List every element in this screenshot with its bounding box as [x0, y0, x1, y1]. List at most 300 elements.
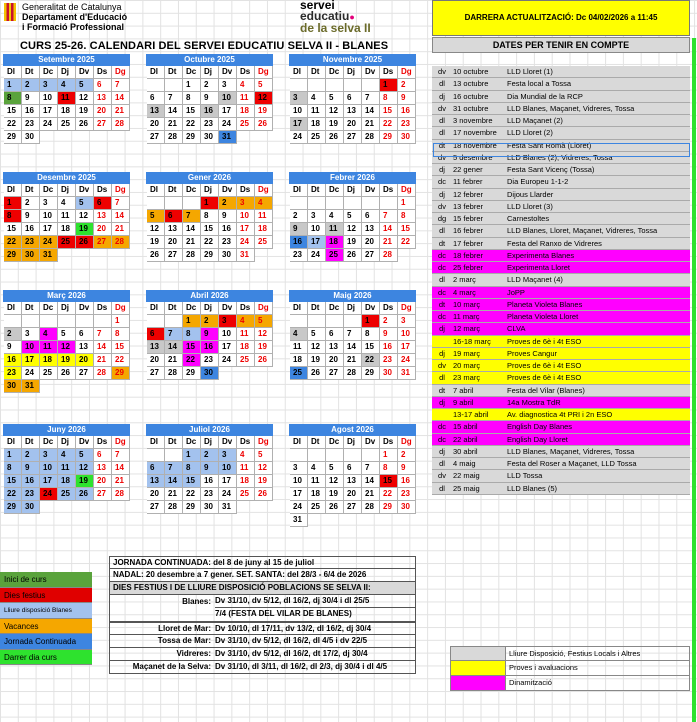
- day-cell[interactable]: 14: [362, 475, 380, 488]
- day-cell[interactable]: 11: [308, 105, 326, 118]
- day-cell[interactable]: 12: [255, 328, 273, 341]
- day-cell[interactable]: 17: [290, 488, 308, 501]
- day-cell[interactable]: 6: [147, 92, 165, 105]
- day-cell[interactable]: 6: [94, 79, 112, 92]
- day-cell[interactable]: 4: [58, 79, 76, 92]
- day-cell[interactable]: 27: [147, 501, 165, 514]
- day-cell[interactable]: 26: [326, 131, 344, 144]
- day-cell[interactable]: 3: [22, 328, 40, 341]
- day-cell[interactable]: 11: [58, 210, 76, 223]
- day-cell[interactable]: 10: [219, 328, 237, 341]
- day-cell[interactable]: 16: [4, 354, 22, 367]
- day-cell[interactable]: 29: [183, 131, 201, 144]
- day-cell[interactable]: 20: [94, 223, 112, 236]
- day-cell[interactable]: 5: [255, 315, 273, 328]
- day-cell[interactable]: 18: [58, 105, 76, 118]
- event-row[interactable]: [432, 287, 690, 299]
- day-cell[interactable]: 16: [201, 475, 219, 488]
- day-cell[interactable]: 24: [237, 236, 255, 249]
- day-cell[interactable]: 15: [201, 223, 219, 236]
- day-cell[interactable]: 10: [22, 341, 40, 354]
- day-cell[interactable]: 1: [4, 197, 22, 210]
- day-cell[interactable]: 11: [255, 210, 273, 223]
- day-cell[interactable]: 24: [290, 501, 308, 514]
- day-cell[interactable]: 26: [255, 118, 273, 131]
- day-cell[interactable]: 27: [94, 236, 112, 249]
- day-cell[interactable]: 1: [112, 315, 130, 328]
- day-cell[interactable]: 26: [344, 249, 362, 262]
- day-cell[interactable]: 12: [326, 475, 344, 488]
- day-cell[interactable]: 5: [76, 449, 94, 462]
- day-cell[interactable]: 22: [183, 488, 201, 501]
- day-cell[interactable]: 8: [380, 92, 398, 105]
- day-cell[interactable]: 17: [219, 105, 237, 118]
- day-cell[interactable]: 23: [398, 118, 416, 131]
- day-cell[interactable]: 4: [58, 449, 76, 462]
- day-cell[interactable]: 6: [344, 92, 362, 105]
- day-cell[interactable]: 27: [147, 367, 165, 380]
- day-cell[interactable]: 29: [362, 367, 380, 380]
- day-cell[interactable]: 7: [112, 197, 130, 210]
- day-cell[interactable]: 10: [290, 105, 308, 118]
- day-cell[interactable]: 10: [219, 462, 237, 475]
- day-cell[interactable]: 14: [183, 223, 201, 236]
- day-cell[interactable]: 25: [237, 488, 255, 501]
- day-cell[interactable]: 1: [398, 197, 416, 210]
- day-cell[interactable]: 2: [4, 328, 22, 341]
- day-cell[interactable]: 7: [165, 462, 183, 475]
- event-row[interactable]: [432, 213, 690, 225]
- day-cell[interactable]: 7: [112, 79, 130, 92]
- day-cell[interactable]: 1: [4, 79, 22, 92]
- day-cell[interactable]: 29: [4, 249, 22, 262]
- day-cell[interactable]: 19: [344, 236, 362, 249]
- day-cell[interactable]: 14: [344, 341, 362, 354]
- day-cell[interactable]: 1: [380, 449, 398, 462]
- day-cell[interactable]: 17: [40, 223, 58, 236]
- day-cell[interactable]: 11: [58, 462, 76, 475]
- day-cell[interactable]: 21: [165, 118, 183, 131]
- day-cell[interactable]: 28: [380, 249, 398, 262]
- day-cell[interactable]: 30: [380, 367, 398, 380]
- day-cell[interactable]: 15: [183, 341, 201, 354]
- day-cell[interactable]: 19: [255, 105, 273, 118]
- day-cell[interactable]: 26: [76, 236, 94, 249]
- day-cell[interactable]: 5: [255, 449, 273, 462]
- day-cell[interactable]: 7: [362, 462, 380, 475]
- day-cell[interactable]: 22: [183, 354, 201, 367]
- day-cell[interactable]: 12: [308, 341, 326, 354]
- day-cell[interactable]: 1: [380, 79, 398, 92]
- day-cell[interactable]: 7: [94, 328, 112, 341]
- day-cell[interactable]: 23: [22, 488, 40, 501]
- day-cell[interactable]: 18: [290, 354, 308, 367]
- day-cell[interactable]: 5: [326, 462, 344, 475]
- day-cell[interactable]: 4: [237, 79, 255, 92]
- day-cell[interactable]: 18: [58, 475, 76, 488]
- day-cell[interactable]: 28: [183, 249, 201, 262]
- day-cell[interactable]: 13: [147, 105, 165, 118]
- day-cell[interactable]: 13: [147, 341, 165, 354]
- day-cell[interactable]: 4: [308, 462, 326, 475]
- day-cell[interactable]: 15: [112, 341, 130, 354]
- day-cell[interactable]: 10: [40, 92, 58, 105]
- day-cell[interactable]: 15: [183, 105, 201, 118]
- day-cell[interactable]: 20: [344, 488, 362, 501]
- day-cell[interactable]: 6: [165, 210, 183, 223]
- day-cell[interactable]: 21: [112, 223, 130, 236]
- day-cell[interactable]: 19: [58, 354, 76, 367]
- event-row[interactable]: [432, 66, 690, 78]
- day-cell[interactable]: 8: [112, 328, 130, 341]
- day-cell[interactable]: 16: [201, 341, 219, 354]
- event-row[interactable]: [432, 397, 690, 409]
- day-cell[interactable]: 18: [58, 223, 76, 236]
- day-cell[interactable]: 17: [398, 341, 416, 354]
- day-cell[interactable]: 26: [76, 488, 94, 501]
- day-cell[interactable]: 19: [308, 354, 326, 367]
- day-cell[interactable]: 4: [308, 92, 326, 105]
- day-cell[interactable]: 17: [290, 118, 308, 131]
- day-cell[interactable]: 5: [76, 79, 94, 92]
- day-cell[interactable]: 5: [147, 210, 165, 223]
- day-cell[interactable]: 19: [255, 341, 273, 354]
- day-cell[interactable]: 27: [94, 118, 112, 131]
- day-cell[interactable]: 11: [237, 92, 255, 105]
- day-cell[interactable]: 2: [22, 449, 40, 462]
- day-cell[interactable]: 16: [22, 105, 40, 118]
- day-cell[interactable]: 1: [4, 449, 22, 462]
- event-row[interactable]: [432, 164, 690, 176]
- day-cell[interactable]: 13: [344, 105, 362, 118]
- day-cell[interactable]: 9: [398, 462, 416, 475]
- event-row[interactable]: [432, 434, 690, 446]
- day-cell[interactable]: 21: [112, 105, 130, 118]
- day-cell[interactable]: 7: [165, 328, 183, 341]
- day-cell[interactable]: 14: [94, 341, 112, 354]
- day-cell[interactable]: 29: [183, 501, 201, 514]
- day-cell[interactable]: 22: [183, 118, 201, 131]
- day-cell[interactable]: 25: [58, 118, 76, 131]
- day-cell[interactable]: 17: [219, 341, 237, 354]
- day-cell[interactable]: 22: [112, 354, 130, 367]
- day-cell[interactable]: 15: [4, 223, 22, 236]
- event-row[interactable]: [432, 311, 690, 323]
- day-cell[interactable]: 3: [237, 197, 255, 210]
- day-cell[interactable]: 16: [398, 475, 416, 488]
- day-cell[interactable]: 15: [398, 223, 416, 236]
- event-row[interactable]: [432, 274, 690, 286]
- day-cell[interactable]: 18: [308, 488, 326, 501]
- day-cell[interactable]: 3: [219, 315, 237, 328]
- day-cell[interactable]: 17: [40, 105, 58, 118]
- event-row[interactable]: [432, 140, 690, 152]
- day-cell[interactable]: 16: [290, 236, 308, 249]
- day-cell[interactable]: 1: [362, 315, 380, 328]
- day-cell[interactable]: 22: [201, 236, 219, 249]
- day-cell[interactable]: 5: [344, 210, 362, 223]
- day-cell[interactable]: 8: [4, 462, 22, 475]
- day-cell[interactable]: 7: [362, 92, 380, 105]
- day-cell[interactable]: 25: [308, 131, 326, 144]
- day-cell[interactable]: 8: [183, 462, 201, 475]
- day-cell[interactable]: 28: [362, 131, 380, 144]
- day-cell[interactable]: 18: [237, 341, 255, 354]
- day-cell[interactable]: 23: [398, 488, 416, 501]
- day-cell[interactable]: 25: [237, 354, 255, 367]
- day-cell[interactable]: 5: [326, 92, 344, 105]
- day-cell[interactable]: 9: [219, 210, 237, 223]
- day-cell[interactable]: 3: [219, 79, 237, 92]
- day-cell[interactable]: 30: [219, 249, 237, 262]
- day-cell[interactable]: 28: [94, 367, 112, 380]
- day-cell[interactable]: 8: [380, 462, 398, 475]
- day-cell[interactable]: 15: [4, 105, 22, 118]
- day-cell[interactable]: 3: [219, 449, 237, 462]
- day-cell[interactable]: 20: [344, 118, 362, 131]
- day-cell[interactable]: 21: [112, 475, 130, 488]
- day-cell[interactable]: 17: [219, 475, 237, 488]
- event-row[interactable]: [432, 103, 690, 115]
- day-cell[interactable]: 6: [94, 197, 112, 210]
- day-cell[interactable]: 29: [201, 249, 219, 262]
- day-cell[interactable]: 8: [362, 328, 380, 341]
- day-cell[interactable]: 2: [290, 210, 308, 223]
- day-cell[interactable]: 21: [183, 236, 201, 249]
- day-cell[interactable]: 12: [58, 341, 76, 354]
- day-cell[interactable]: 10: [308, 223, 326, 236]
- day-cell[interactable]: 30: [22, 501, 40, 514]
- day-cell[interactable]: 16: [22, 223, 40, 236]
- day-cell[interactable]: 6: [147, 462, 165, 475]
- day-cell[interactable]: 26: [58, 367, 76, 380]
- day-cell[interactable]: 5: [255, 79, 273, 92]
- day-cell[interactable]: 6: [147, 328, 165, 341]
- day-cell[interactable]: 6: [344, 462, 362, 475]
- day-cell[interactable]: 25: [326, 249, 344, 262]
- day-cell[interactable]: 22: [380, 118, 398, 131]
- day-cell[interactable]: 21: [362, 118, 380, 131]
- day-cell[interactable]: 24: [40, 488, 58, 501]
- day-cell[interactable]: 18: [237, 105, 255, 118]
- day-cell[interactable]: 12: [255, 92, 273, 105]
- day-cell[interactable]: 8: [183, 92, 201, 105]
- day-cell[interactable]: 9: [201, 462, 219, 475]
- day-cell[interactable]: 29: [4, 501, 22, 514]
- day-cell[interactable]: 14: [165, 105, 183, 118]
- day-cell[interactable]: 21: [380, 236, 398, 249]
- day-cell[interactable]: 11: [290, 341, 308, 354]
- day-cell[interactable]: 29: [4, 131, 22, 144]
- day-cell[interactable]: 23: [290, 249, 308, 262]
- day-cell[interactable]: 10: [398, 328, 416, 341]
- day-cell[interactable]: 31: [398, 367, 416, 380]
- day-cell[interactable]: 23: [219, 236, 237, 249]
- event-row[interactable]: [432, 262, 690, 274]
- day-cell[interactable]: 27: [326, 367, 344, 380]
- day-cell[interactable]: 16: [201, 105, 219, 118]
- day-cell[interactable]: 20: [326, 354, 344, 367]
- day-cell[interactable]: 9: [398, 92, 416, 105]
- day-cell[interactable]: 22: [4, 488, 22, 501]
- day-cell[interactable]: 10: [290, 475, 308, 488]
- day-cell[interactable]: 8: [183, 328, 201, 341]
- day-cell[interactable]: 31: [237, 249, 255, 262]
- day-cell[interactable]: 7: [344, 328, 362, 341]
- day-cell[interactable]: 9: [290, 223, 308, 236]
- day-cell[interactable]: 25: [290, 367, 308, 380]
- day-cell[interactable]: 24: [398, 354, 416, 367]
- day-cell[interactable]: 2: [22, 79, 40, 92]
- event-row[interactable]: [432, 409, 690, 421]
- day-cell[interactable]: 18: [308, 118, 326, 131]
- day-cell[interactable]: 29: [112, 367, 130, 380]
- day-cell[interactable]: 5: [58, 328, 76, 341]
- day-cell[interactable]: 18: [255, 223, 273, 236]
- day-cell[interactable]: 23: [380, 354, 398, 367]
- day-cell[interactable]: 28: [112, 118, 130, 131]
- event-row[interactable]: [432, 127, 690, 139]
- day-cell[interactable]: 15: [380, 475, 398, 488]
- day-cell[interactable]: 3: [290, 462, 308, 475]
- day-cell[interactable]: 6: [94, 449, 112, 462]
- day-cell[interactable]: 9: [22, 210, 40, 223]
- event-row[interactable]: [432, 225, 690, 237]
- day-cell[interactable]: 23: [201, 118, 219, 131]
- day-cell[interactable]: 3: [290, 92, 308, 105]
- event-row[interactable]: [432, 483, 690, 495]
- day-cell[interactable]: 17: [40, 475, 58, 488]
- day-cell[interactable]: 27: [344, 501, 362, 514]
- day-cell[interactable]: 24: [40, 236, 58, 249]
- day-cell[interactable]: 23: [201, 488, 219, 501]
- event-row[interactable]: [432, 446, 690, 458]
- event-row[interactable]: [432, 336, 690, 348]
- day-cell[interactable]: 1: [201, 197, 219, 210]
- event-row[interactable]: [432, 91, 690, 103]
- day-cell[interactable]: 30: [22, 249, 40, 262]
- day-cell[interactable]: 21: [344, 354, 362, 367]
- day-cell[interactable]: 28: [165, 367, 183, 380]
- day-cell[interactable]: 23: [4, 367, 22, 380]
- day-cell[interactable]: 20: [94, 475, 112, 488]
- day-cell[interactable]: 13: [344, 475, 362, 488]
- day-cell[interactable]: 3: [40, 449, 58, 462]
- event-row[interactable]: [432, 78, 690, 90]
- day-cell[interactable]: 9: [201, 328, 219, 341]
- day-cell[interactable]: 22: [4, 236, 22, 249]
- event-row[interactable]: [432, 372, 690, 384]
- day-cell[interactable]: 4: [58, 197, 76, 210]
- day-cell[interactable]: 10: [40, 210, 58, 223]
- day-cell[interactable]: 20: [147, 354, 165, 367]
- day-cell[interactable]: 4: [40, 328, 58, 341]
- day-cell[interactable]: 19: [326, 118, 344, 131]
- day-cell[interactable]: 12: [76, 210, 94, 223]
- day-cell[interactable]: 5: [76, 197, 94, 210]
- day-cell[interactable]: 25: [255, 236, 273, 249]
- day-cell[interactable]: 13: [94, 92, 112, 105]
- event-row[interactable]: [432, 458, 690, 470]
- event-row[interactable]: [432, 152, 690, 164]
- day-cell[interactable]: 31: [22, 380, 40, 393]
- day-cell[interactable]: 12: [147, 223, 165, 236]
- day-cell[interactable]: 7: [380, 210, 398, 223]
- day-cell[interactable]: 17: [22, 354, 40, 367]
- day-cell[interactable]: 3: [398, 315, 416, 328]
- day-cell[interactable]: 19: [255, 475, 273, 488]
- day-cell[interactable]: 26: [255, 354, 273, 367]
- day-cell[interactable]: 31: [290, 514, 308, 527]
- day-cell[interactable]: 20: [165, 236, 183, 249]
- day-cell[interactable]: 27: [94, 488, 112, 501]
- day-cell[interactable]: 26: [255, 488, 273, 501]
- day-cell[interactable]: 7: [165, 92, 183, 105]
- day-cell[interactable]: 19: [76, 223, 94, 236]
- event-row[interactable]: [432, 360, 690, 372]
- day-cell[interactable]: 11: [237, 328, 255, 341]
- day-cell[interactable]: 12: [76, 92, 94, 105]
- day-cell[interactable]: 9: [201, 92, 219, 105]
- event-row[interactable]: [432, 189, 690, 201]
- day-cell[interactable]: 25: [40, 367, 58, 380]
- day-cell[interactable]: 28: [362, 501, 380, 514]
- day-cell[interactable]: 31: [40, 249, 58, 262]
- event-row[interactable]: [432, 385, 690, 397]
- event-row[interactable]: [432, 470, 690, 482]
- day-cell[interactable]: 10: [219, 92, 237, 105]
- day-cell[interactable]: 23: [22, 236, 40, 249]
- day-cell[interactable]: 14: [112, 462, 130, 475]
- day-cell[interactable]: 7: [183, 210, 201, 223]
- day-cell[interactable]: 20: [147, 488, 165, 501]
- day-cell[interactable]: 28: [112, 236, 130, 249]
- day-cell[interactable]: 9: [22, 462, 40, 475]
- day-cell[interactable]: 13: [147, 475, 165, 488]
- day-cell[interactable]: 20: [94, 105, 112, 118]
- day-cell[interactable]: 2: [398, 449, 416, 462]
- day-cell[interactable]: 11: [308, 475, 326, 488]
- day-cell[interactable]: 24: [40, 118, 58, 131]
- day-cell[interactable]: 18: [40, 354, 58, 367]
- day-cell[interactable]: 28: [165, 501, 183, 514]
- day-cell[interactable]: 30: [22, 131, 40, 144]
- day-cell[interactable]: 21: [94, 354, 112, 367]
- day-cell[interactable]: 25: [308, 501, 326, 514]
- day-cell[interactable]: 22: [380, 488, 398, 501]
- day-cell[interactable]: 7: [112, 449, 130, 462]
- day-cell[interactable]: 25: [58, 488, 76, 501]
- day-cell[interactable]: 30: [201, 131, 219, 144]
- day-cell[interactable]: 2: [398, 79, 416, 92]
- day-cell[interactable]: 20: [362, 236, 380, 249]
- day-cell[interactable]: 4: [237, 315, 255, 328]
- day-cell[interactable]: 19: [326, 488, 344, 501]
- day-cell[interactable]: 4: [255, 197, 273, 210]
- day-cell[interactable]: 5: [308, 328, 326, 341]
- day-cell[interactable]: 26: [147, 249, 165, 262]
- day-cell[interactable]: 14: [112, 92, 130, 105]
- event-row[interactable]: [432, 299, 690, 311]
- day-cell[interactable]: 31: [219, 131, 237, 144]
- day-cell[interactable]: 27: [344, 131, 362, 144]
- day-cell[interactable]: 30: [201, 501, 219, 514]
- day-cell[interactable]: 20: [147, 118, 165, 131]
- day-cell[interactable]: 10: [40, 462, 58, 475]
- day-cell[interactable]: 28: [344, 367, 362, 380]
- day-cell[interactable]: 17: [308, 236, 326, 249]
- day-cell[interactable]: 9: [380, 328, 398, 341]
